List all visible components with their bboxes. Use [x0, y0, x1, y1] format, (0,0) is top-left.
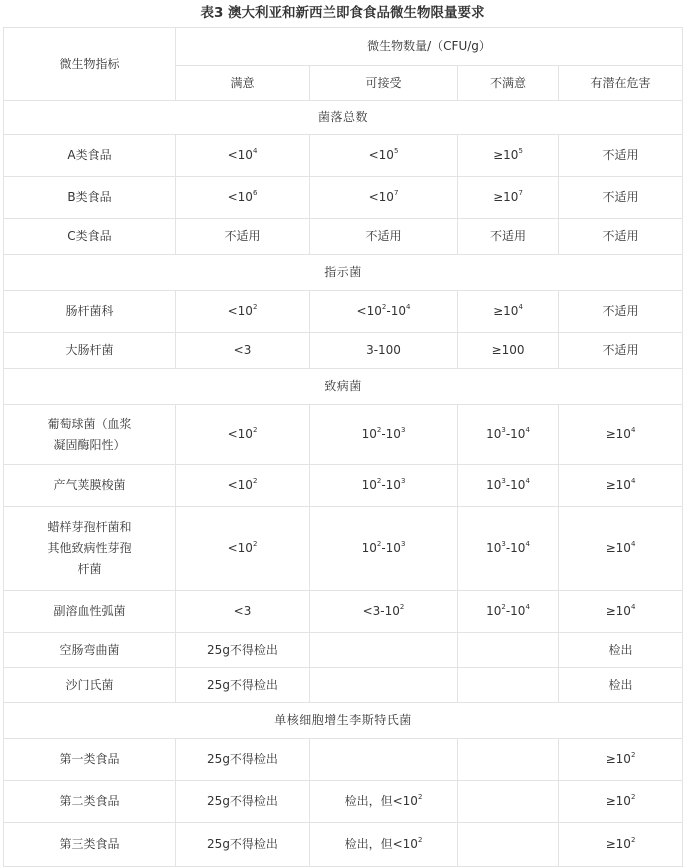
cell-acceptable: 检出，但$<10^2$: [310, 781, 458, 823]
cell-satisfactory: $<10^4$: [176, 135, 310, 177]
cell-acceptable: $<3-10^2$: [310, 591, 458, 633]
cell-unsatisfactory: $\ge 10^7$: [458, 177, 559, 219]
cell-acceptable: $10^2-10^3$: [310, 405, 458, 465]
table-row-listeria-1: [4, 739, 683, 781]
table-row-staphylococcus: [4, 405, 683, 465]
row-name: 肠杆菌科: [4, 291, 176, 333]
cell-acceptable: $<10^5$: [310, 135, 458, 177]
cell-acceptable: $<10^2-10^4$: [310, 291, 458, 333]
row-name: A类食品: [4, 135, 176, 177]
cell-satisfactory: 不适用: [176, 219, 310, 255]
cell-satisfactory: 25g不得检出: [176, 668, 310, 703]
cell-acceptable: 不适用: [310, 219, 458, 255]
cell-acceptable: 3-100: [310, 333, 458, 369]
cell-hazardous: 不适用: [559, 135, 683, 177]
cell-unsatisfactory: [458, 668, 559, 703]
section-pathogens: 致病菌: [4, 369, 683, 405]
cell-unsatisfactory: $10^2-10^4$: [458, 591, 559, 633]
table-row-c-perfringens: [4, 465, 683, 507]
table-row-c-food: [4, 219, 683, 255]
cell-satisfactory: 25g不得检出: [176, 633, 310, 668]
row-name: 沙门氏菌: [4, 668, 176, 703]
cell-satisfactory: $<10^6$: [176, 177, 310, 219]
cell-hazardous: 检出: [559, 668, 683, 703]
cell-hazardous: 不适用: [559, 333, 683, 369]
cell-hazardous: $\ge 10^2$: [559, 739, 683, 781]
cell-unsatisfactory: 不适用: [458, 219, 559, 255]
header-hazardous: 有潜在危害: [559, 66, 683, 101]
cell-hazardous: $\ge 10^4$: [559, 591, 683, 633]
cell-unsatisfactory: $10^3-10^4$: [458, 465, 559, 507]
row-name: C类食品: [4, 219, 176, 255]
row-name: 蜡样芽孢杆菌和 其他致病性芽孢 杆菌: [4, 507, 176, 591]
section-row: [4, 369, 683, 405]
cell-unsatisfactory: [458, 739, 559, 781]
cell-satisfactory: 25g不得检出: [176, 823, 310, 867]
row-name: B类食品: [4, 177, 176, 219]
section-indicator: 指示菌: [4, 255, 683, 291]
row-name: 副溶血性弧菌: [4, 591, 176, 633]
cell-satisfactory: $<10^2$: [176, 507, 310, 591]
cell-hazardous: $\ge 10^4$: [559, 465, 683, 507]
cell-hazardous: $\ge 10^4$: [559, 405, 683, 465]
table-row-b-cereus: [4, 507, 683, 591]
table-row-listeria-2: [4, 781, 683, 823]
cell-satisfactory: 25g不得检出: [176, 739, 310, 781]
row-name: 葡萄球菌（血浆 凝固酶阳性）: [4, 405, 176, 465]
cell-acceptable: $10^2-10^3$: [310, 465, 458, 507]
header-indicator: 微生物指标: [4, 28, 176, 101]
section-total-count: 菌落总数: [4, 101, 683, 135]
table-row-e-coli: [4, 333, 683, 369]
cell-hazardous: 不适用: [559, 291, 683, 333]
cell-hazardous: 检出: [559, 633, 683, 668]
table-row-a-food: [4, 135, 683, 177]
cell-satisfactory: <3: [176, 333, 310, 369]
header-quantity: 微生物数量/（CFU/g）: [176, 28, 683, 66]
cell-satisfactory: $<10^2$: [176, 465, 310, 507]
section-listeria: 单核细胞增生李斯特氏菌: [4, 703, 683, 739]
cell-unsatisfactory: $10^3-10^4$: [458, 507, 559, 591]
row-name: 第二类食品: [4, 781, 176, 823]
cell-acceptable: [310, 633, 458, 668]
table-row-salmonella: [4, 668, 683, 703]
cell-unsatisfactory: $\ge 10^5$: [458, 135, 559, 177]
table-row-enterobacteriaceae: [4, 291, 683, 333]
cell-hazardous: $\ge 10^4$: [559, 507, 683, 591]
header-satisfactory: 满意: [176, 66, 310, 101]
header-row: [4, 28, 683, 66]
row-name: 空肠弯曲菌: [4, 633, 176, 668]
header-acceptable: 可接受: [310, 66, 458, 101]
row-name: 产气荚膜梭菌: [4, 465, 176, 507]
table-row-campylobacter: [4, 633, 683, 668]
microbial-limits-table: [3, 27, 683, 867]
cell-hazardous: $\ge 10^2$: [559, 781, 683, 823]
row-name: 大肠杆菌: [4, 333, 176, 369]
section-row: [4, 703, 683, 739]
cell-satisfactory: 25g不得检出: [176, 781, 310, 823]
cell-satisfactory: <3: [176, 591, 310, 633]
row-name: 第三类食品: [4, 823, 176, 867]
section-row: [4, 255, 683, 291]
cell-acceptable: 检出，但$<10^2$: [310, 823, 458, 867]
table-title: 表3 澳大利亚和新西兰即食食品微生物限量要求: [200, 5, 485, 21]
table-row-v-parahaemolyticus: [4, 591, 683, 633]
cell-unsatisfactory: $\ge 10^4$: [458, 291, 559, 333]
header-unsatisfactory: 不满意: [458, 66, 559, 101]
table-row-b-food: [4, 177, 683, 219]
table-row-listeria-3: [4, 823, 683, 867]
cell-satisfactory: $<10^2$: [176, 291, 310, 333]
cell-acceptable: [310, 668, 458, 703]
cell-unsatisfactory: [458, 633, 559, 668]
row-name: 第一类食品: [4, 739, 176, 781]
cell-unsatisfactory: [458, 823, 559, 867]
cell-satisfactory: $<10^2$: [176, 405, 310, 465]
cell-hazardous: 不适用: [559, 219, 683, 255]
cell-acceptable: $10^2-10^3$: [310, 507, 458, 591]
cell-unsatisfactory: ≥100: [458, 333, 559, 369]
cell-unsatisfactory: $10^3-10^4$: [458, 405, 559, 465]
cell-unsatisfactory: [458, 781, 559, 823]
cell-acceptable: $<10^7$: [310, 177, 458, 219]
cell-hazardous: 不适用: [559, 177, 683, 219]
cell-hazardous: $\ge 10^2$: [559, 823, 683, 867]
cell-acceptable: [310, 739, 458, 781]
section-row: [4, 101, 683, 135]
